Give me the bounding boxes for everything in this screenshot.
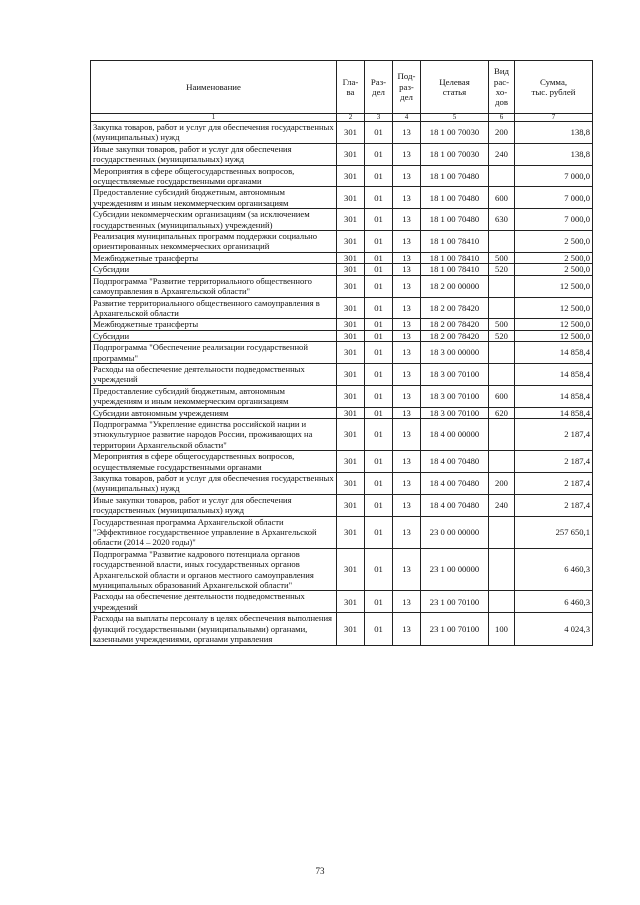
cell-razdel: 01	[365, 407, 393, 418]
cell-expense-type: 600	[489, 187, 515, 209]
cell-amount: 12 500,0	[515, 330, 593, 341]
cell-glava: 301	[337, 613, 365, 645]
cell-amount: 2 500,0	[515, 264, 593, 275]
cell-podrazdel: 13	[393, 418, 421, 450]
table-row	[91, 122, 593, 144]
cell-razdel: 01	[365, 319, 393, 330]
cell-glava: 301	[337, 187, 365, 209]
cell-target-article: 18 1 00 78410	[421, 252, 489, 263]
cell-expense-type	[489, 275, 515, 297]
cell-glava: 301	[337, 494, 365, 516]
table-row	[91, 516, 593, 548]
cell-podrazdel: 13	[393, 165, 421, 187]
cell-glava: 301	[337, 473, 365, 495]
cell-expense-type: 520	[489, 264, 515, 275]
cell-name: Расходы на обеспечение деятельности подведомственных учреждений	[91, 363, 337, 385]
table-row	[91, 319, 593, 330]
table-row	[91, 330, 593, 341]
column-number: 7	[515, 114, 593, 122]
table-body	[91, 122, 593, 646]
table-row	[91, 209, 593, 231]
cell-name: Предоставление субсидий бюджетным, автономным учреждениям и иным некоммерческим организациям	[91, 385, 337, 407]
cell-name: Субсидии	[91, 264, 337, 275]
table-row	[91, 548, 593, 591]
header-razdel: Раз- дел	[365, 61, 393, 114]
cell-target-article: 23 0 00 00000	[421, 516, 489, 548]
table-row	[91, 187, 593, 209]
cell-podrazdel: 13	[393, 264, 421, 275]
cell-glava: 301	[337, 342, 365, 364]
cell-target-article: 18 3 00 70100	[421, 407, 489, 418]
cell-target-article: 18 1 00 78410	[421, 264, 489, 275]
cell-glava: 301	[337, 516, 365, 548]
cell-name: Субсидии некоммерческим организациям (за исключением государственных (муниципальных) учреждений)	[91, 209, 337, 231]
cell-podrazdel: 13	[393, 122, 421, 144]
header-target: Целевая статья	[421, 61, 489, 114]
cell-name: Закупка товаров, работ и услуг для обеспечения государственных (муниципальных) нужд	[91, 473, 337, 495]
table-row	[91, 451, 593, 473]
column-number: 4	[393, 114, 421, 122]
cell-expense-type: 100	[489, 613, 515, 645]
cell-amount: 7 000,0	[515, 209, 593, 231]
header-glava: Гла- ва	[337, 61, 365, 114]
table-row	[91, 363, 593, 385]
cell-target-article: 18 3 00 70100	[421, 385, 489, 407]
cell-amount: 14 858,4	[515, 363, 593, 385]
cell-glava: 301	[337, 385, 365, 407]
cell-razdel: 01	[365, 363, 393, 385]
cell-razdel: 01	[365, 516, 393, 548]
cell-target-article: 18 2 00 78420	[421, 319, 489, 330]
cell-name: Субсидии	[91, 330, 337, 341]
cell-target-article: 18 2 00 00000	[421, 275, 489, 297]
cell-name: Иные закупки товаров, работ и услуг для обеспечения государственных (муниципальных) нужд	[91, 143, 337, 165]
cell-glava: 301	[337, 591, 365, 613]
cell-amount: 2 500,0	[515, 252, 593, 263]
cell-expense-type: 240	[489, 494, 515, 516]
cell-razdel: 01	[365, 591, 393, 613]
cell-glava: 301	[337, 209, 365, 231]
cell-amount: 7 000,0	[515, 187, 593, 209]
cell-name: Закупка товаров, работ и услуг для обеспечения государственных (муниципальных) нужд	[91, 122, 337, 144]
table-row	[91, 143, 593, 165]
cell-razdel: 01	[365, 275, 393, 297]
cell-podrazdel: 13	[393, 143, 421, 165]
cell-razdel: 01	[365, 165, 393, 187]
cell-podrazdel: 13	[393, 385, 421, 407]
budget-table	[90, 60, 593, 646]
cell-razdel: 01	[365, 613, 393, 645]
cell-target-article: 18 4 00 70480	[421, 494, 489, 516]
header-vid: Вид рас- хо- дов	[489, 61, 515, 114]
cell-name: Подпрограмма "Развитие территориального общественного самоуправления в Архангельской области"	[91, 275, 337, 297]
cell-razdel: 01	[365, 494, 393, 516]
cell-amount: 14 858,4	[515, 407, 593, 418]
column-number: 5	[421, 114, 489, 122]
table-row	[91, 591, 593, 613]
cell-amount: 12 500,0	[515, 297, 593, 319]
cell-target-article: 18 1 00 78410	[421, 231, 489, 253]
cell-amount: 2 187,4	[515, 451, 593, 473]
cell-expense-type	[489, 363, 515, 385]
cell-razdel: 01	[365, 548, 393, 591]
cell-target-article: 18 4 00 70480	[421, 451, 489, 473]
cell-target-article: 23 1 00 00000	[421, 548, 489, 591]
cell-podrazdel: 13	[393, 613, 421, 645]
cell-amount: 4 024,3	[515, 613, 593, 645]
cell-name: Межбюджетные трансферты	[91, 252, 337, 263]
cell-razdel: 01	[365, 297, 393, 319]
cell-glava: 301	[337, 407, 365, 418]
cell-glava: 301	[337, 264, 365, 275]
cell-podrazdel: 13	[393, 187, 421, 209]
header-name: Наименование	[91, 61, 337, 114]
column-number-row	[91, 114, 593, 122]
cell-amount: 6 460,3	[515, 548, 593, 591]
cell-name: Развитие территориального общественного самоуправления в Архангельской области	[91, 297, 337, 319]
table-row	[91, 231, 593, 253]
column-number: 2	[337, 114, 365, 122]
cell-razdel: 01	[365, 418, 393, 450]
cell-podrazdel: 13	[393, 330, 421, 341]
cell-amount: 14 858,4	[515, 342, 593, 364]
cell-expense-type: 630	[489, 209, 515, 231]
header-sum: Сумма, тыс. рублей	[515, 61, 593, 114]
cell-amount: 138,8	[515, 122, 593, 144]
cell-podrazdel: 13	[393, 342, 421, 364]
cell-name: Иные закупки товаров, работ и услуг для обеспечения государственных (муниципальных) нужд	[91, 494, 337, 516]
cell-name: Расходы на обеспечение деятельности подведомственных учреждений	[91, 591, 337, 613]
cell-target-article: 18 1 00 70480	[421, 165, 489, 187]
cell-razdel: 01	[365, 187, 393, 209]
cell-expense-type	[489, 165, 515, 187]
cell-expense-type	[489, 418, 515, 450]
document-page	[90, 60, 592, 646]
cell-razdel: 01	[365, 231, 393, 253]
cell-target-article: 23 1 00 70100	[421, 591, 489, 613]
cell-amount: 12 500,0	[515, 275, 593, 297]
cell-expense-type	[489, 516, 515, 548]
cell-name: Предоставление субсидий бюджетным, автономным учреждениям и иным некоммерческим организациям	[91, 187, 337, 209]
page-number: 73	[315, 866, 325, 876]
cell-expense-type	[489, 342, 515, 364]
cell-razdel: 01	[365, 122, 393, 144]
cell-expense-type	[489, 451, 515, 473]
cell-podrazdel: 13	[393, 363, 421, 385]
cell-target-article: 18 1 00 70480	[421, 187, 489, 209]
cell-razdel: 01	[365, 330, 393, 341]
table-row	[91, 473, 593, 495]
cell-podrazdel: 13	[393, 231, 421, 253]
cell-podrazdel: 13	[393, 407, 421, 418]
cell-podrazdel: 13	[393, 494, 421, 516]
cell-podrazdel: 13	[393, 473, 421, 495]
cell-glava: 301	[337, 165, 365, 187]
cell-name: Подпрограмма "Укрепление единства российской нации и этнокультурное развитие народов России, проживающих на территории Архангельской области"	[91, 418, 337, 450]
cell-podrazdel: 13	[393, 297, 421, 319]
cell-target-article: 18 1 00 70480	[421, 209, 489, 231]
table-row	[91, 297, 593, 319]
cell-expense-type: 500	[489, 252, 515, 263]
cell-expense-type: 620	[489, 407, 515, 418]
cell-podrazdel: 13	[393, 209, 421, 231]
cell-glava: 301	[337, 319, 365, 330]
cell-glava: 301	[337, 143, 365, 165]
cell-name: Подпрограмма "Развитие кадрового потенциала органов государственной власти, иных государственных органов Архангельской области и органов местного самоуправления муниципальных образований Архангельской области"	[91, 548, 337, 591]
cell-podrazdel: 13	[393, 275, 421, 297]
cell-target-article: 18 2 00 78420	[421, 330, 489, 341]
cell-name: Расходы на выплаты персоналу в целях обеспечения выполнения функций государственными (муниципальными) органами, казенными учреждениями, органами управления	[91, 613, 337, 645]
cell-expense-type: 600	[489, 385, 515, 407]
cell-glava: 301	[337, 418, 365, 450]
cell-amount: 2 187,4	[515, 473, 593, 495]
cell-amount: 2 187,4	[515, 494, 593, 516]
table-row	[91, 165, 593, 187]
table-row	[91, 613, 593, 645]
table-row	[91, 407, 593, 418]
cell-razdel: 01	[365, 473, 393, 495]
cell-name: Мероприятия в сфере общегосударственных вопросов, осуществляемые государственными органами	[91, 165, 337, 187]
cell-amount: 2 500,0	[515, 231, 593, 253]
cell-glava: 301	[337, 252, 365, 263]
cell-glava: 301	[337, 451, 365, 473]
table-row	[91, 275, 593, 297]
cell-target-article: 18 4 00 00000	[421, 418, 489, 450]
cell-razdel: 01	[365, 252, 393, 263]
header-podrazdel: Под- раз- дел	[393, 61, 421, 114]
table-row	[91, 252, 593, 263]
cell-expense-type: 200	[489, 473, 515, 495]
column-number: 6	[489, 114, 515, 122]
column-number: 1	[91, 114, 337, 122]
cell-glava: 301	[337, 297, 365, 319]
cell-target-article: 18 4 00 70480	[421, 473, 489, 495]
cell-expense-type: 200	[489, 122, 515, 144]
cell-amount: 7 000,0	[515, 165, 593, 187]
cell-target-article: 23 1 00 70100	[421, 613, 489, 645]
table-row	[91, 418, 593, 450]
cell-target-article: 18 2 00 78420	[421, 297, 489, 319]
cell-amount: 138,8	[515, 143, 593, 165]
cell-target-article: 18 3 00 00000	[421, 342, 489, 364]
cell-glava: 301	[337, 231, 365, 253]
cell-amount: 12 500,0	[515, 319, 593, 330]
cell-podrazdel: 13	[393, 591, 421, 613]
cell-podrazdel: 13	[393, 451, 421, 473]
cell-podrazdel: 13	[393, 319, 421, 330]
table-row	[91, 264, 593, 275]
cell-glava: 301	[337, 122, 365, 144]
table-row	[91, 494, 593, 516]
cell-razdel: 01	[365, 264, 393, 275]
cell-podrazdel: 13	[393, 252, 421, 263]
cell-amount: 14 858,4	[515, 385, 593, 407]
cell-glava: 301	[337, 275, 365, 297]
cell-razdel: 01	[365, 209, 393, 231]
table-row	[91, 385, 593, 407]
cell-amount: 2 187,4	[515, 418, 593, 450]
cell-expense-type: 520	[489, 330, 515, 341]
cell-name: Мероприятия в сфере общегосударственных вопросов, осуществляемые государственными органами	[91, 451, 337, 473]
cell-name: Реализация муниципальных программ поддержки социально ориентированных некоммерческих организаций	[91, 231, 337, 253]
cell-podrazdel: 13	[393, 516, 421, 548]
cell-glava: 301	[337, 363, 365, 385]
table-header-row	[91, 61, 593, 114]
cell-razdel: 01	[365, 342, 393, 364]
cell-podrazdel: 13	[393, 548, 421, 591]
table-row	[91, 342, 593, 364]
cell-expense-type	[489, 231, 515, 253]
cell-expense-type	[489, 591, 515, 613]
cell-name: Государственная программа Архангельской области "Эффективное государственное управление в Архангельской области (2014 – 2020 годы)"	[91, 516, 337, 548]
cell-target-article: 18 1 00 70030	[421, 143, 489, 165]
cell-glava: 301	[337, 330, 365, 341]
cell-name: Межбюджетные трансферты	[91, 319, 337, 330]
cell-razdel: 01	[365, 451, 393, 473]
cell-glava: 301	[337, 548, 365, 591]
column-number: 3	[365, 114, 393, 122]
cell-razdel: 01	[365, 385, 393, 407]
cell-expense-type: 500	[489, 319, 515, 330]
cell-amount: 6 460,3	[515, 591, 593, 613]
cell-expense-type	[489, 548, 515, 591]
cell-target-article: 18 1 00 70030	[421, 122, 489, 144]
cell-expense-type	[489, 297, 515, 319]
cell-name: Субсидии автономным учреждениям	[91, 407, 337, 418]
cell-expense-type: 240	[489, 143, 515, 165]
cell-name: Подпрограмма "Обеспечение реализации государственной программы"	[91, 342, 337, 364]
cell-target-article: 18 3 00 70100	[421, 363, 489, 385]
cell-amount: 257 650,1	[515, 516, 593, 548]
cell-razdel: 01	[365, 143, 393, 165]
